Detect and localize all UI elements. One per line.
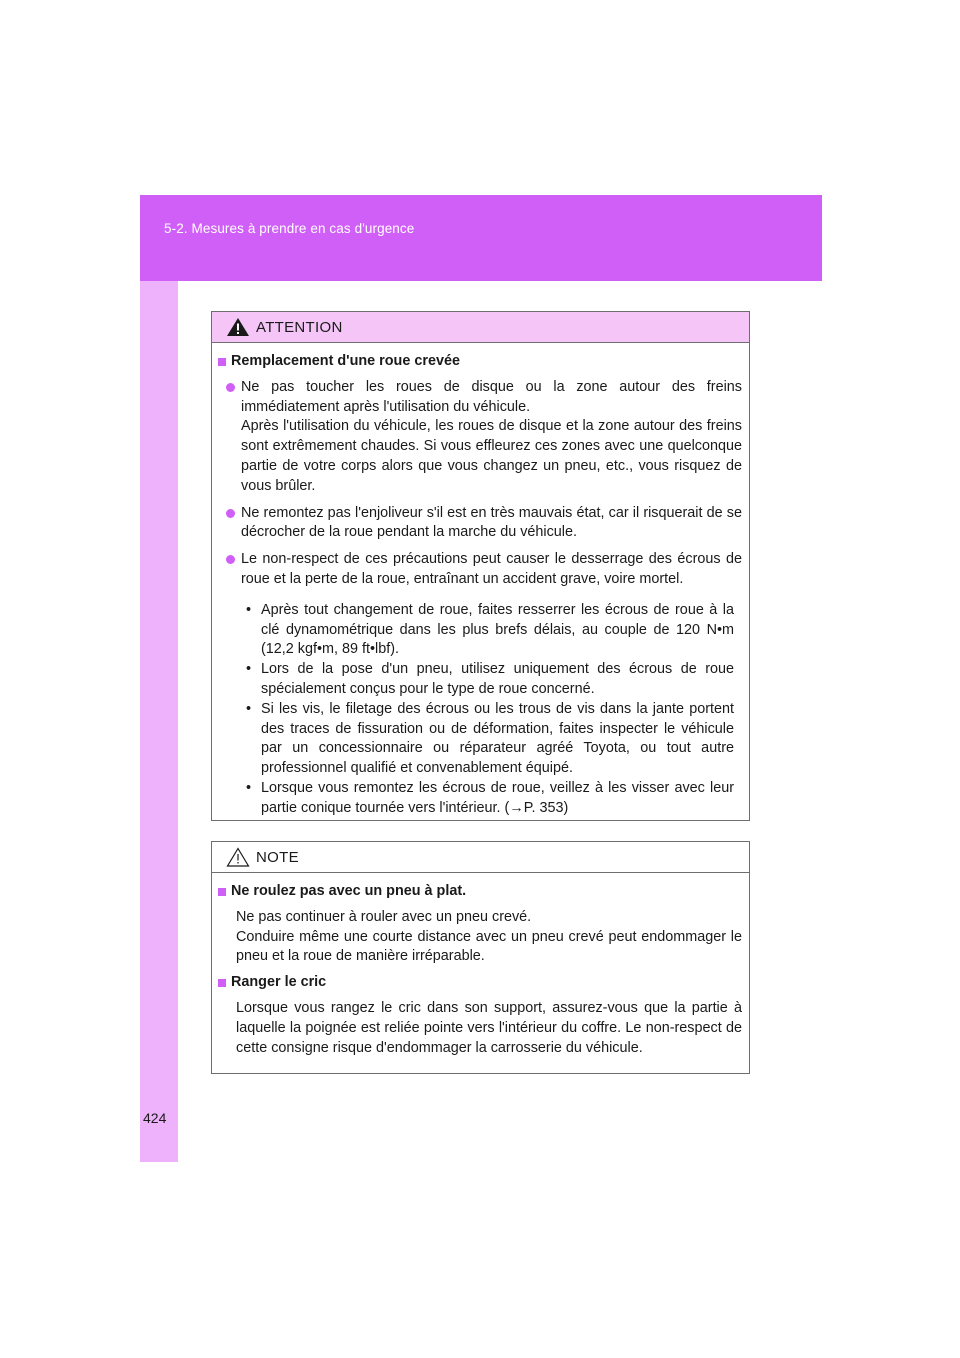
dot-marker: • [246,700,252,717]
dot-marker: • [246,779,252,796]
section-header-band [140,195,822,281]
note-header [212,842,749,873]
round-bullet-icon [226,383,235,392]
warning-icon [226,317,250,337]
note-paragraph: Lorsque vous rangez le cric dans son support, assurez-vous que la partie à laquelle la poignée est reliée pointe vers l'intérieur du coffre. Le non-respect de cette consigne risque d'endommager la carrosserie du véhicule. [236,999,742,1056]
attention-section-title: Remplacement d'une roue crevée [218,352,742,372]
square-bullet-icon [218,358,226,366]
attention-sub-bullet: • Lors de la pose d'un pneu, utilisez uniquement des écrous de roue spécialement conçus pour le type de roue concerné. [246,660,734,700]
page-number: 424 [143,1110,167,1126]
note-box [211,841,750,1074]
square-bullet-icon [218,888,226,896]
bullet-text: Ne pas toucher les roues de disque ou la zone autour des freins immédiatement après l'utilisation du véhicule. [241,378,742,415]
note-title: NOTE [256,848,299,866]
attention-box [211,311,750,821]
note-paragraph: Ne pas continuer à rouler avec un pneu crevé. Conduire même une courte distance avec un pneu crevé peut endommager le pneu et la roue de manière irréparable. [236,908,742,965]
attention-bullet [226,504,742,544]
attention-sub-bullet: • Après tout changement de roue, faites resserrer les écrous de roue à la clé dynamométrique dans les plus brefs délais, au couple de 120 N•m (12,2 kgf•m, 89 ft•lbf). [246,601,734,660]
bullet-text: Après l'utilisation du véhicule, les roues de disque et la zone autour des freins sont extrêmement chaudes. Si vous effleurez ces zones avec une quelconque partie de votre corps alors que vous changez un pneu, etc., vous risquez de vous brûler. [241,418,742,494]
note-section-title: Ranger le cric [218,973,742,993]
bullet-text: Ne remontez pas l'enjoliveur s'il est en très mauvais état, car il risquerait de se décrocher de la roue pendant la marche du véhicule. [241,504,742,541]
attention-bullet [226,378,742,497]
section-header-title: 5-2. Mesures à prendre en cas d'urgence [164,221,415,236]
attention-sub-bullet: • Si les vis, le filetage des écrous ou les trous de vis dans la jante portent des traces de fissuration ou de déformation, faites inspecter le véhicule par un concessionnaire ou réparateur agréé Toyota, ou tout autre professionnel qualifié et convenablement équipé. [246,700,734,779]
round-bullet-icon [226,509,235,518]
attention-header [212,312,749,343]
note-section-title: Ne roulez pas avec un pneu à plat. [218,882,742,902]
round-bullet-icon [226,555,235,564]
square-bullet-icon [218,979,226,987]
attention-sub-bullet: • Lorsque vous remontez les écrous de roue, veillez à les visser avec leur partie conique tournée vers l'intérieur. (→P. 353) [246,779,734,819]
side-strip [140,281,178,1162]
caution-outline-icon [226,847,250,867]
dot-marker: • [246,661,252,678]
dot-marker: • [246,601,252,618]
attention-title: ATTENTION [256,318,343,336]
attention-bullet [226,550,742,590]
bullet-text: Le non-respect de ces précautions peut causer le desserrage des écrous de roue et la perte de la roue, entraînant un accident grave, voire mortel. [241,551,742,587]
